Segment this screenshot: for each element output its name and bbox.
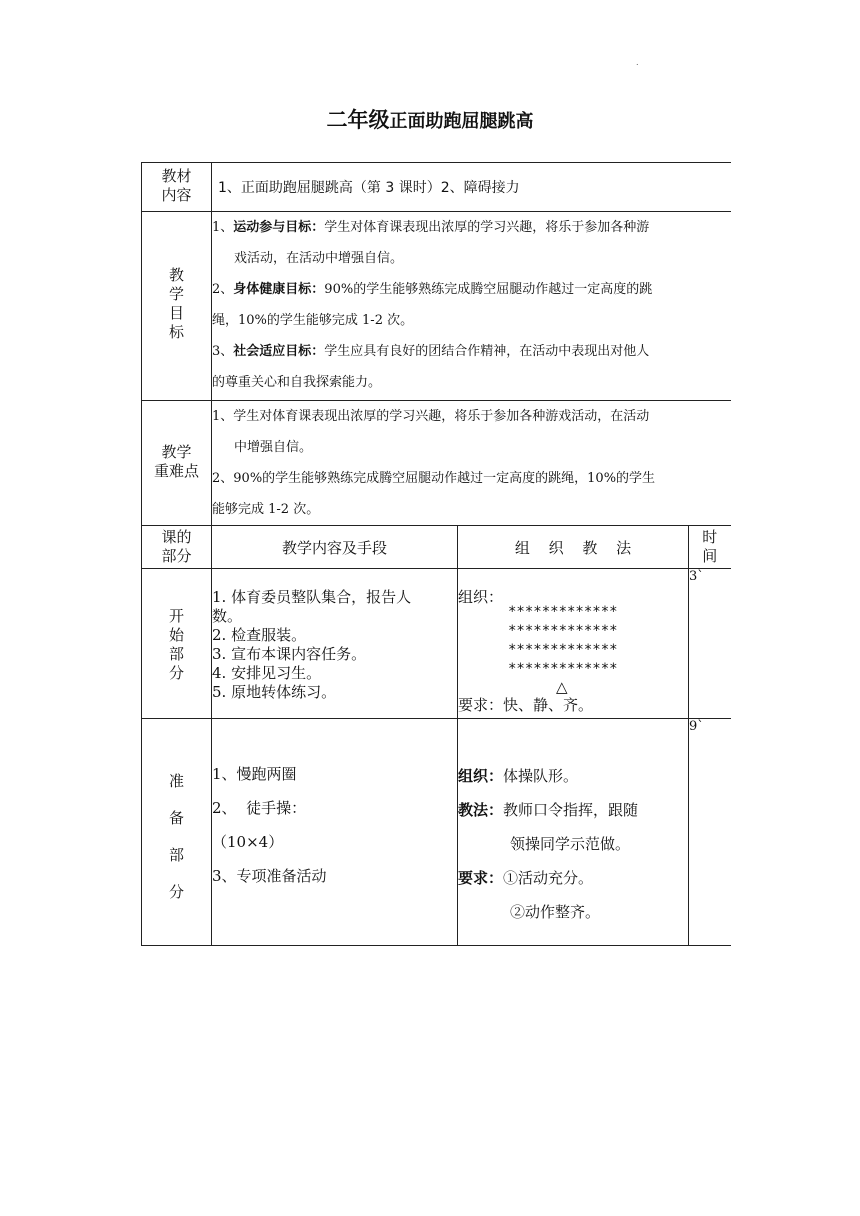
key-points-row [142,401,731,526]
title-topic: 正面助跑屈腿跳高 [389,111,534,132]
prep-part-row [142,719,731,946]
start-requirement: 要求：快、静、齐。 [458,696,594,714]
start-part-time: 3` [689,569,731,719]
prep-part-content: 1、慢跑两圈 2、 徒手操： （10×4） 3、专项准备活动 [212,719,458,946]
start-part-row [142,569,731,719]
goal-item-2: 2、身体健康目标：90%的学生能够熟练完成腾空屈腿动作越过一定高度的跳 绳，10%的学生能够完成 1-2 次。 [212,282,653,328]
title-grade: 二年级 [326,108,390,132]
start-part-organization: 组织： ************* ************* ************* ************* △ 要求：快、静、齐。 [458,569,689,719]
goal-item-1: 1、运动参与目标：学生对体育课表现出浓厚的学习兴趣，将乐于参加各种游 戏活动，在活动中增强自信。 [212,220,650,266]
prep-part-label: 准 备 部 分 [142,719,212,946]
header-part: 课的 部分 [142,526,212,569]
materials-row [142,163,731,212]
header-content: 教学内容及手段 [212,526,458,569]
formation-row: ************* [508,661,618,677]
page-title [0,104,860,134]
header-dot: . [636,58,639,67]
materials-label: 教材 内容 [142,163,212,212]
teacher-triangle-icon: △ [556,678,568,696]
start-part-label: 开 始 部 分 [142,569,212,719]
prep-part-organization: 组织：体操队形。 教法：教师口令指挥，跟随 领操同学示范做。 要求：①活动充分。 ②动作整齐。 [458,719,689,946]
header-time: 时 间 [689,526,731,569]
prep-part-time: 9` [689,719,731,946]
header-method: 组 织 教 法 [458,526,689,569]
goal-item-3: 3、社会适应目标：学生应具有良好的团结合作精神，在活动中表现出对他人 的尊重关心和自我探索能力。 [212,344,650,390]
key-point-2: 2、90%的学生能够熟练完成腾空屈腿动作越过一定高度的跳绳，10%的学生 能够完成 1-2 次。 [212,471,656,517]
formation-row: ************* [508,642,618,658]
key-points-content [212,401,731,526]
goals-content [212,212,731,401]
materials-text: 1、正面助跑屈腿跳高（第 3 课时）2、障碍接力 [212,163,731,212]
formation-row: ************* [508,623,618,639]
key-point-1: 1、学生对体育课表现出浓厚的学习兴趣，将乐于参加各种游戏活动，在活动 中增强自信。 [212,409,650,455]
start-part-content: 1. 体育委员整队集合，报告人 数。 2. 检查服装。 3. 宣布本课内容任务。 4. 安排见习生。 5. 原地转体练习。 [212,569,458,719]
lesson-plan-table [141,162,731,946]
formation-row: ************* [508,604,618,620]
goals-row [142,212,731,401]
section-header-row [142,526,731,569]
key-points-label: 教学 重难点 [142,401,212,526]
goals-label: 教 学 目 标 [142,212,212,401]
